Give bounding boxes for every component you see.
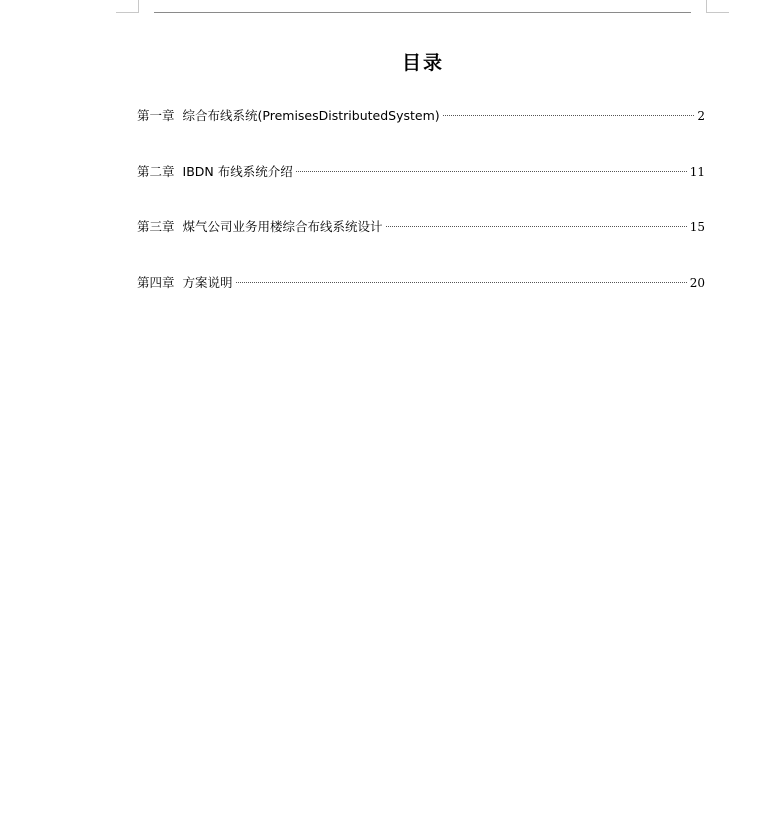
- toc-entry-chapter-1[interactable]: [137, 106, 705, 126]
- toc-chapter-label: 第二章: [137, 163, 175, 179]
- toc-list: [137, 106, 705, 328]
- toc-page-number: 11: [689, 164, 705, 179]
- toc-entry-title: IBDN 布线系统介绍: [182, 163, 293, 179]
- crop-mark-top-right: [706, 0, 729, 13]
- toc-page-number: 20: [689, 275, 705, 290]
- toc-dot-leader: [443, 115, 695, 116]
- toc-entry-chapter-2[interactable]: [137, 162, 705, 182]
- toc-dot-leader: [386, 226, 687, 227]
- crop-mark-top-left: [116, 0, 139, 13]
- toc-entry-chapter-3[interactable]: [137, 217, 705, 237]
- toc-chapter-label: 第一章: [137, 108, 175, 123]
- toc-entry-title: 综合布线系统(PremisesDistributedSystem): [182, 108, 440, 123]
- toc-chapter-label: 第四章: [137, 274, 175, 290]
- toc-entry-title: 方案说明: [182, 274, 233, 290]
- toc-page-number: 2: [697, 109, 705, 123]
- toc-dot-leader: [296, 171, 687, 172]
- toc-chapter-label: 第三章: [137, 219, 175, 234]
- toc-entry-chapter-4[interactable]: [137, 273, 705, 293]
- header-rule: [154, 12, 691, 13]
- toc-page-number: 15: [689, 220, 705, 234]
- toc-dot-leader: [236, 282, 687, 283]
- toc-title: 目录: [401, 52, 444, 74]
- toc-entry-title: 煤气公司业务用楼综合布线系统设计: [182, 219, 383, 234]
